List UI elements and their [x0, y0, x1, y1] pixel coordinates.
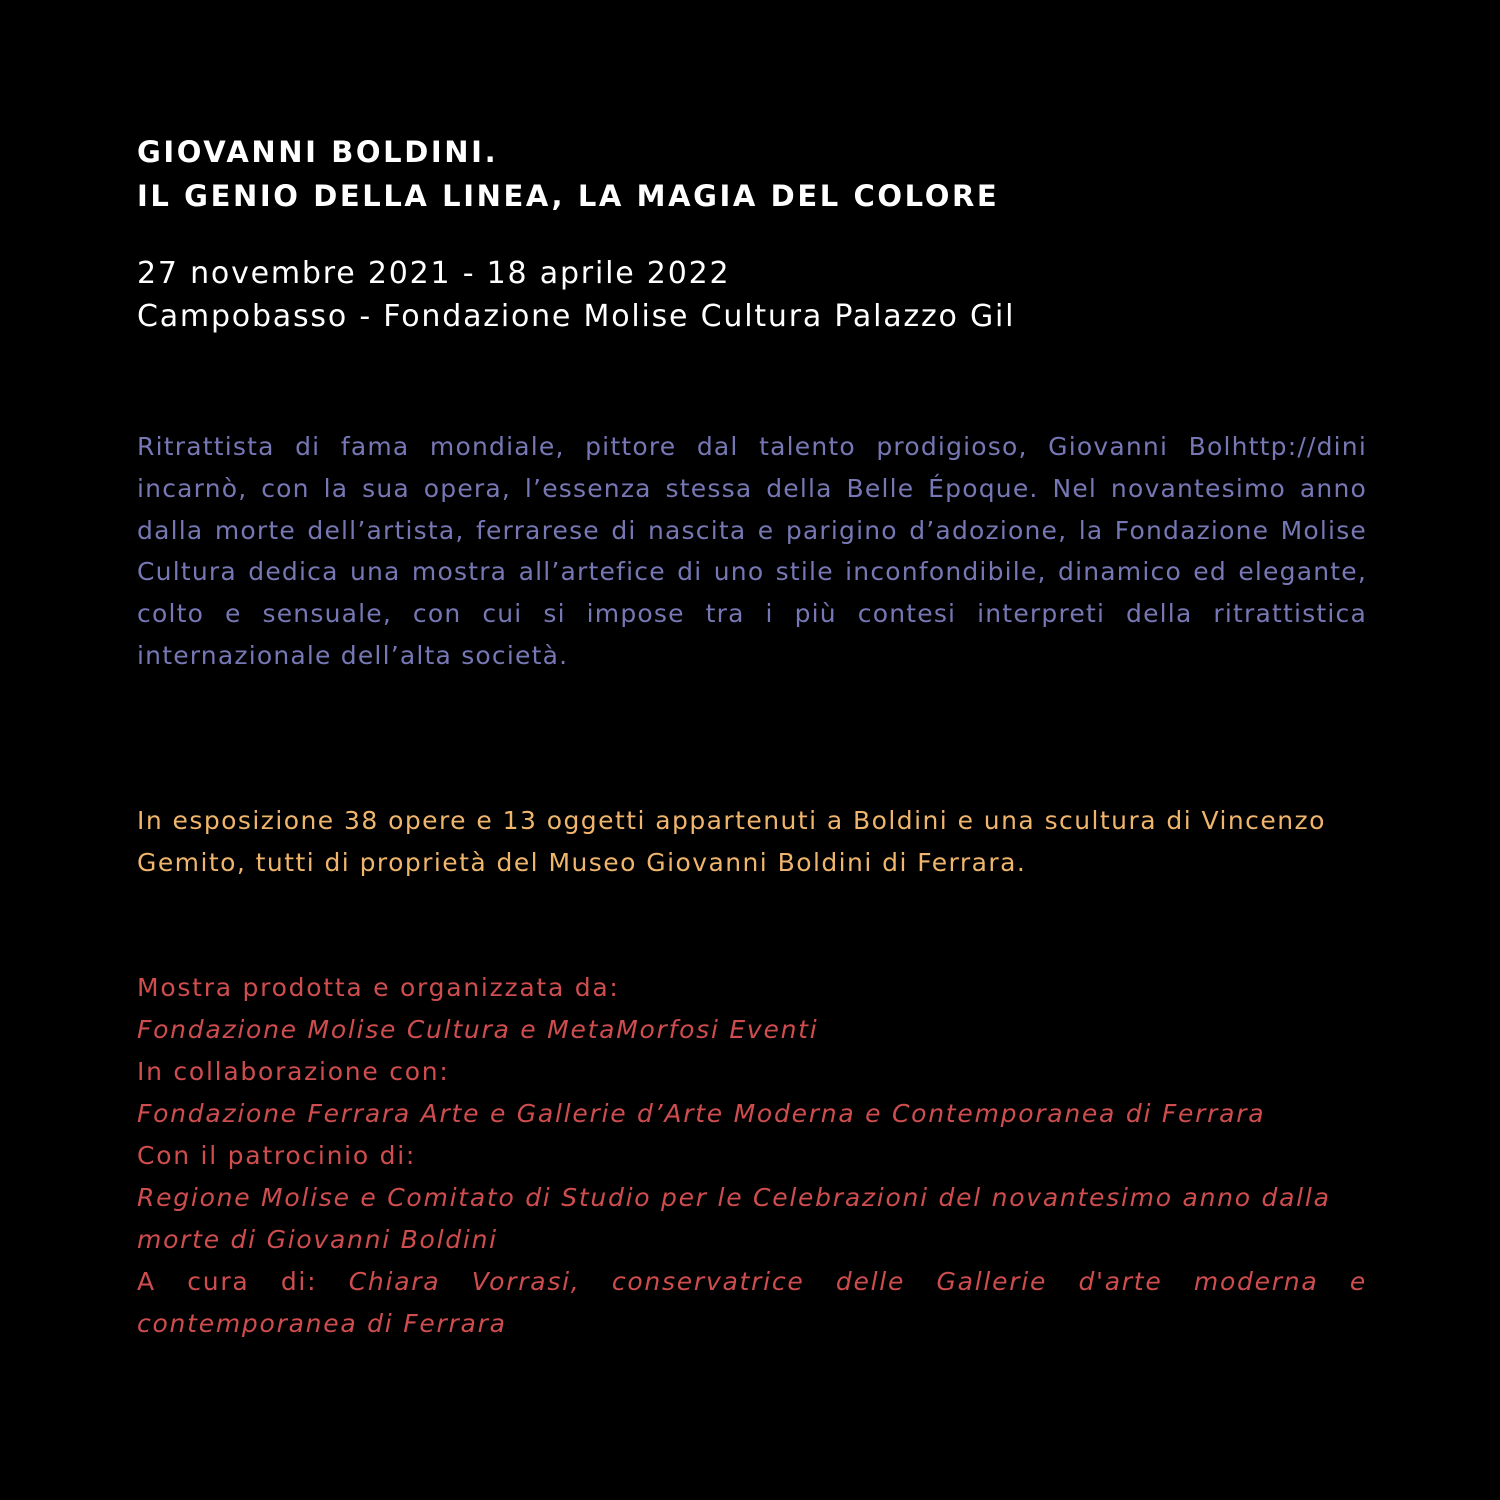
event-location: Campobasso - Fondazione Molise Cultura Palazzo Gil	[137, 299, 1016, 334]
event-info	[137, 252, 1367, 338]
exhibition-works: In esposizione 38 opere e 13 oggetti appartenuti a Boldini e una scultura di Vincenzo Gemito, tutti di proprietà del Museo Giovanni Boldini di Ferrara.	[137, 806, 1326, 877]
curator-label: A cura di:	[137, 1267, 318, 1296]
collaboration-with: Fondazione Ferrara Arte e Gallerie d’Arte Moderna e Contemporanea di Ferrara	[137, 1099, 1266, 1128]
collaboration-label: In collaborazione con:	[137, 1057, 450, 1086]
exhibition-title	[137, 130, 1367, 218]
curator-line	[137, 1261, 1367, 1345]
patronage-by: Regione Molise e Comitato di Studio per le Celebrazioni del novantesimo anno dalla morte di Giovanni Boldini	[137, 1183, 1331, 1254]
event-dates: 27 novembre 2021 - 18 aprile 2022	[137, 256, 731, 291]
produced-label: Mostra prodotta e organizzata da:	[137, 973, 620, 1002]
patronage-label: Con il patrocinio di:	[137, 1141, 417, 1170]
title-line-1: GIOVANNI BOLDINI.	[137, 135, 499, 169]
title-line-2: IL GENIO DELLA LINEA, LA MAGIA DEL COLORE	[137, 179, 1000, 213]
produced-by: Fondazione Molise Cultura e MetaMorfosi Eventi	[137, 1015, 819, 1044]
curator-name: Chiara Vorrasi, conservatrice delle Gallerie d'arte moderna e contemporanea di Ferrara	[137, 1267, 1367, 1338]
exhibition-description: Ritrattista di fama mondiale, pittore dal talento prodigioso, Giovanni Bolhttp://dini incarnò, con la sua opera, l’essenza stessa della Belle Époque. Nel novantesimo anno dalla morte dell’artista, ferrarese di nascita e parigino d’adozione, la Fondazione Molise Cultura dedica una mostra all’artefice di uno stile inconfondibile, dinamico ed elegante, colto e sensuale, con cui si impose tra i più contesi interpreti della ritrattistica internazionale dell’alta società.	[137, 432, 1367, 670]
credits	[137, 967, 1367, 1345]
